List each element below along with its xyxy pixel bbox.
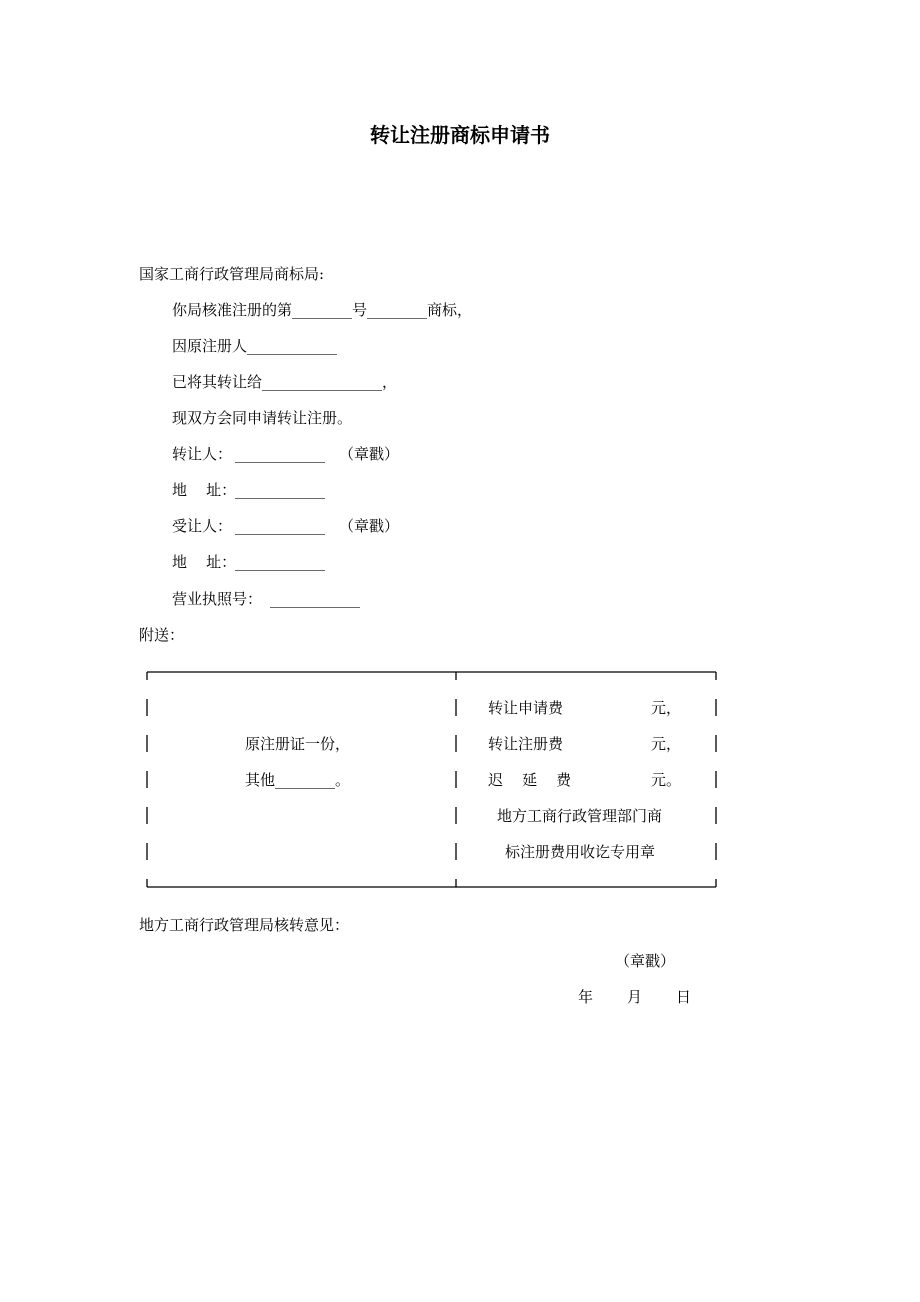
fee-transfer-registration-label: 转让注册费 <box>488 735 564 753</box>
transferee-address-label: 地 址： <box>172 553 237 571</box>
fee-stamp-line-1: 地方工商行政管理部门商 <box>497 807 663 825</box>
body-line-joint-application: 现双方会同申请转让注册。 <box>172 409 353 427</box>
transferee-address-blank: ____________ <box>235 553 325 571</box>
business-license-blank: ____________ <box>270 590 360 608</box>
fee-late-label: 迟 延 费 <box>488 771 572 789</box>
fee-transfer-application-unit: 元， <box>651 699 682 717</box>
addressee: 国家工商行政管理局商标局: <box>139 265 325 283</box>
transferor-blank: ____________ <box>235 445 325 463</box>
date-day: 日 <box>676 988 692 1006</box>
date-month: 月 <box>627 988 643 1006</box>
transferor-label: 转让人： <box>172 445 233 463</box>
fee-transfer-application-label: 转让申请费 <box>488 699 564 717</box>
local-opinion-label: 地方工商行政管理局核转意见： <box>139 916 350 934</box>
body-line-original-registrant: 因原注册人____________ <box>172 337 338 355</box>
transferor-address-blank: ____________ <box>235 481 325 499</box>
other-attachment-item: 其他________。 <box>245 771 351 789</box>
transferor-seal: （章戳） <box>339 445 400 463</box>
body-line-trademark-number: 你局核准注册的第________号________商标， <box>172 301 473 319</box>
document-title: 转让注册商标申请书 <box>370 123 550 147</box>
transferee-blank: ____________ <box>235 517 325 535</box>
fee-transfer-registration-unit: 元， <box>651 735 682 753</box>
transferee-label: 受让人： <box>172 517 233 535</box>
transferee-seal: （章戳） <box>339 517 400 535</box>
business-license-label: 营业执照号： <box>172 590 263 608</box>
body-line-transferee: 已将其转让给________________， <box>172 373 398 391</box>
fee-late-unit: 元。 <box>651 771 682 789</box>
original-certificate-item: 原注册证一份， <box>245 735 351 753</box>
date-year: 年 <box>578 988 594 1006</box>
fee-stamp-line-2: 标注册费用收讫专用章 <box>505 843 656 861</box>
opinion-seal: （章戳） <box>615 952 676 970</box>
transferor-address-label: 地 址： <box>172 481 237 499</box>
attachment-label: 附送： <box>139 626 185 644</box>
